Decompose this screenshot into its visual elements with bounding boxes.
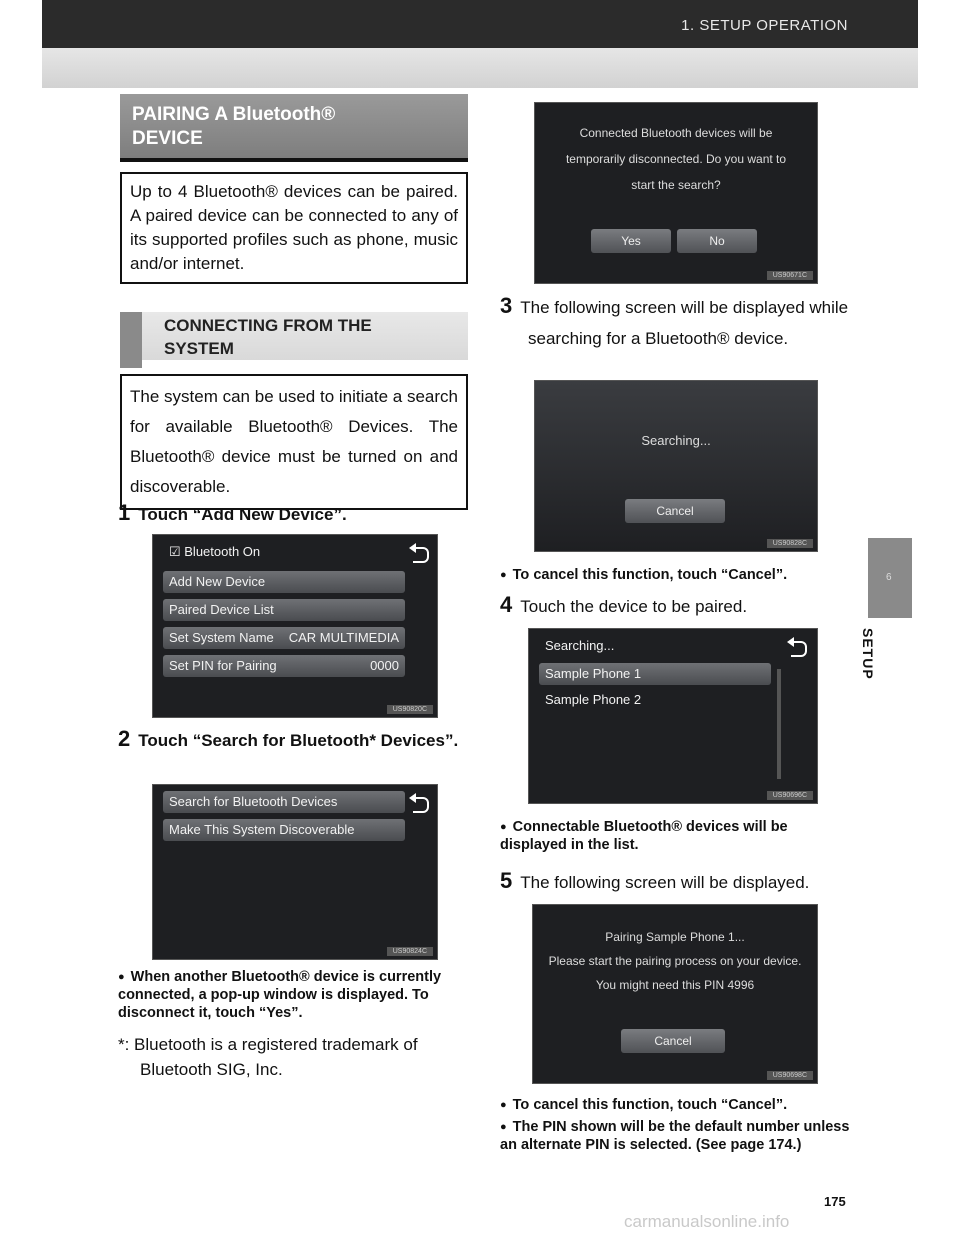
header-subbar xyxy=(42,48,918,88)
screen-device-list xyxy=(528,628,818,804)
heading-bar xyxy=(120,312,142,368)
step-1: 1 Touch “Add New Device”. xyxy=(118,500,347,525)
chapter-label: SETUP xyxy=(860,628,876,680)
no-button[interactable]: No xyxy=(677,229,757,253)
image-code: US90820C xyxy=(387,705,433,714)
image-code: US90671C xyxy=(767,271,813,280)
menu-row-add-new-device[interactable]: Add New Device xyxy=(163,571,405,593)
section-heading-connecting: CONNECTING FROM THE SYSTEM xyxy=(120,312,468,360)
cancel-button[interactable]: Cancel xyxy=(621,1029,725,1053)
screen-search-menu xyxy=(152,784,438,960)
image-code: US90824C xyxy=(387,947,433,956)
list-title: Searching... xyxy=(545,638,615,653)
step-2: 2 Touch “Search for Bluetooth* Devices”. xyxy=(118,726,459,751)
list-item-sample-phone-2[interactable]: Sample Phone 2 xyxy=(545,692,642,707)
step-3: 3 The following screen will be displayed while searching for a Bluetooth® device. xyxy=(500,293,849,348)
step-5: 5 The following screen will be displayed. xyxy=(500,868,810,893)
cancel-button[interactable]: Cancel xyxy=(625,499,725,523)
note-device-list: ● Connectable Bluetooth® devices will be displayed in the list. xyxy=(500,818,850,854)
connecting-box: The system can be used to initiate a search for available Bluetooth® Devices. The Bluetooth® device must be turned on and discoverable. xyxy=(120,374,468,510)
image-code: US90696C xyxy=(767,791,813,800)
step-4: 4 Touch the device to be paired. xyxy=(500,592,748,617)
back-icon[interactable] xyxy=(413,797,429,813)
watermark: carmanualsonline.info xyxy=(624,1212,790,1231)
intro-box: Up to 4 Bluetooth® devices can be paired. A paired device can be connected to any of its supported profiles such as phone, music and/or internet. xyxy=(120,172,468,284)
screen-pairing: Pairing Sample Phone 1... Please start the pairing process on your device. You might need this PIN 4996 Cancel US90698C xyxy=(532,904,818,1084)
note-cancel-2: ● To cancel this function, touch “Cancel”. xyxy=(500,1096,856,1114)
menu-row-set-pin[interactable]: Set PIN for Pairing 0000 xyxy=(163,655,405,677)
section-heading-pairing: PAIRING A Bluetooth® DEVICE xyxy=(120,94,468,162)
yes-button[interactable]: Yes xyxy=(591,229,671,253)
list-item-sample-phone-1[interactable]: Sample Phone 1 xyxy=(539,663,771,685)
menu-row-set-system-name[interactable]: Set System Name CAR MULTIMEDIA xyxy=(163,627,405,649)
scrollbar[interactable] xyxy=(777,669,781,779)
searching-message: Searching... xyxy=(641,433,711,448)
back-icon[interactable] xyxy=(791,641,807,657)
header-bar xyxy=(42,0,918,48)
page-number: 175 xyxy=(824,1194,846,1209)
note-cancel-1: ● To cancel this function, touch “Cancel”. xyxy=(500,566,856,584)
menu-row-make-discoverable[interactable]: Make This System Discoverable xyxy=(163,819,405,841)
image-code: US90698C xyxy=(767,1071,813,1080)
menu-row-paired-device-list[interactable]: Paired Device List xyxy=(163,599,405,621)
chapter-tab: 6 xyxy=(868,538,912,618)
screen-bluetooth-menu xyxy=(152,534,438,718)
menu-row-bluetooth-on[interactable]: ☑ Bluetooth On xyxy=(169,544,261,559)
back-icon[interactable] xyxy=(413,547,429,563)
footnote-trademark: *: Bluetooth is a registered trademark of Bluetooth SIG, Inc. xyxy=(118,1035,418,1079)
note-pin: ● The PIN shown will be the default number unless an alternate PIN is selected. (See page 174.) xyxy=(500,1118,852,1154)
header-title: 1. SETUP OPERATION xyxy=(681,17,848,34)
menu-row-search-devices[interactable]: Search for Bluetooth Devices xyxy=(163,791,405,813)
note-popup: ● When another Bluetooth® device is currently connected, a pop-up window is displayed. To disconnect it, touch “Yes”. xyxy=(118,968,470,1022)
image-code: US90828C xyxy=(767,539,813,548)
screen-disconnect-popup: Connected Bluetooth devices will be temporarily disconnected. Do you want to start the search? Yes No US90671C xyxy=(534,102,818,284)
screen-searching xyxy=(534,380,818,552)
